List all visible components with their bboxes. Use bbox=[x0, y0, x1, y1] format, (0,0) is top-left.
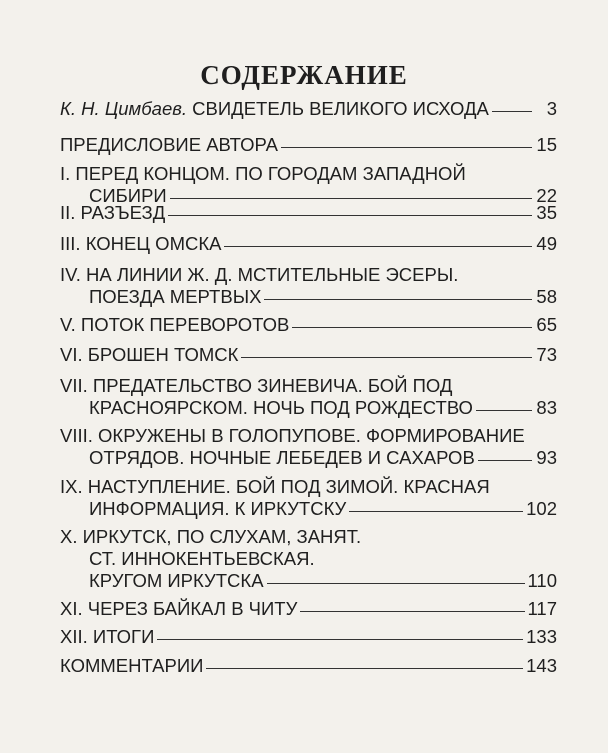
toc-entry-text: ПРЕДИСЛОВИЕ АВТОРА bbox=[60, 134, 278, 155]
toc-entry-line bbox=[60, 526, 557, 548]
toc-entry-label bbox=[60, 526, 361, 548]
toc-entry-label bbox=[60, 134, 278, 156]
toc-page-number: 22 bbox=[536, 185, 557, 206]
toc-entry-label bbox=[89, 286, 261, 308]
toc-entry-line bbox=[60, 548, 557, 570]
toc-entry bbox=[60, 425, 557, 469]
leader-line bbox=[206, 668, 523, 669]
toc-entry-text: III. КОНЕЦ ОМСКА bbox=[60, 233, 222, 254]
toc-entry bbox=[60, 375, 557, 419]
toc-page-number: 93 bbox=[536, 447, 557, 468]
leader-line bbox=[267, 583, 525, 584]
toc-entry-label bbox=[60, 314, 289, 336]
leader-line bbox=[300, 611, 524, 612]
toc-page-number: 102 bbox=[526, 498, 557, 519]
toc-page-number: 117 bbox=[527, 598, 557, 619]
toc-entry-label bbox=[60, 264, 458, 286]
toc-entry-line bbox=[60, 655, 557, 677]
leader-line bbox=[241, 357, 532, 358]
toc-entry bbox=[60, 655, 557, 677]
toc-entry-line bbox=[60, 344, 557, 366]
toc-entry bbox=[60, 264, 557, 308]
toc-entry bbox=[60, 626, 557, 648]
leader-line bbox=[476, 410, 532, 411]
toc-entry-label bbox=[60, 233, 221, 255]
toc-entry-label bbox=[89, 548, 315, 570]
toc-entry-text: СИБИРИ bbox=[89, 185, 167, 206]
toc-entry-label bbox=[60, 98, 489, 120]
toc-entry-label bbox=[60, 476, 490, 498]
toc-page-number: 15 bbox=[536, 134, 557, 155]
toc-entry-text: XI. ЧЕРЕЗ БАЙКАЛ В ЧИТУ bbox=[60, 598, 298, 619]
toc-entry-text: ОТРЯДОВ. НОЧНЫЕ ЛЕБЕДЕВ И САХАРОВ bbox=[89, 447, 475, 468]
toc-entry-label bbox=[89, 447, 475, 469]
toc-entry-line bbox=[60, 264, 557, 286]
toc-entry-line bbox=[60, 375, 557, 397]
toc-entry bbox=[60, 314, 557, 336]
leader-line bbox=[478, 460, 532, 461]
toc-entry-line bbox=[60, 98, 557, 120]
toc-page-number: 3 bbox=[546, 98, 557, 119]
leader-line bbox=[281, 147, 532, 148]
toc-entry-line bbox=[60, 134, 557, 156]
toc-entry-label bbox=[60, 626, 154, 648]
leader-line bbox=[157, 639, 523, 640]
toc-page-number: 49 bbox=[536, 233, 557, 254]
toc-entry-text: VII. ПРЕДАТЕЛЬСТВО ЗИНЕВИЧА. БОЙ ПОД bbox=[60, 375, 453, 396]
toc-entry bbox=[60, 202, 557, 224]
toc-entry-text: СВИДЕТЕЛЬ ВЕЛИКОГО ИСХОДА bbox=[192, 98, 489, 119]
toc-entry-line bbox=[60, 476, 557, 498]
toc-entry-label bbox=[60, 344, 238, 366]
toc-entry-label bbox=[60, 655, 203, 677]
toc-entry-author: К. Н. Цимбаев. bbox=[60, 98, 188, 119]
toc-entry-line bbox=[60, 626, 557, 648]
toc-page-number: 110 bbox=[527, 570, 557, 591]
toc-entry-line bbox=[60, 397, 557, 419]
leader-line bbox=[170, 198, 532, 199]
toc-entry-line bbox=[60, 498, 557, 520]
toc-page-number: 35 bbox=[536, 202, 557, 223]
toc-entry-line bbox=[60, 447, 557, 469]
leader-line bbox=[224, 246, 532, 247]
toc-entry bbox=[60, 526, 557, 592]
toc-entry-text: IV. НА ЛИНИИ Ж. Д. МСТИТЕЛЬНЫЕ ЭСЕРЫ. bbox=[60, 264, 459, 285]
toc-entry-text: VI. БРОШЕН ТОМСК bbox=[60, 344, 239, 365]
toc-entry-label bbox=[89, 397, 473, 419]
leader-line bbox=[264, 299, 532, 300]
toc-page-number: 133 bbox=[526, 626, 557, 647]
toc-entry-label bbox=[60, 163, 466, 185]
toc-entry-line bbox=[60, 202, 557, 224]
toc-entry-line bbox=[60, 598, 557, 620]
toc-entry-text: СТ. ИННОКЕНТЬЕВСКАЯ. bbox=[89, 548, 315, 569]
toc-entry-text: VIII. ОКРУЖЕНЫ В ГОЛОПУПОВЕ. ФОРМИРОВАНИЕ bbox=[60, 425, 525, 446]
toc-entry bbox=[60, 134, 557, 156]
toc-entry-text: II. РАЗЪЕЗД bbox=[60, 202, 166, 223]
toc-page-number: 58 bbox=[536, 286, 557, 307]
toc-entry-line bbox=[60, 314, 557, 336]
page-title: СОДЕРЖАНИЕ bbox=[200, 60, 408, 90]
toc-entry bbox=[60, 233, 557, 255]
toc-entry-line bbox=[60, 233, 557, 255]
leader-line bbox=[492, 111, 532, 112]
toc-entry-label bbox=[89, 498, 346, 520]
toc-entry bbox=[60, 98, 557, 120]
toc-entry-text: ИНФОРМАЦИЯ. К ИРКУТСКУ bbox=[89, 498, 347, 519]
toc-entry-text: XII. ИТОГИ bbox=[60, 626, 155, 647]
toc-entry-line bbox=[60, 286, 557, 308]
toc-entry bbox=[60, 598, 557, 620]
toc-page-number: 83 bbox=[536, 397, 557, 418]
toc-entry-text: КРУГОМ ИРКУТСКА bbox=[89, 570, 264, 591]
toc-entry bbox=[60, 344, 557, 366]
toc-entry bbox=[60, 476, 557, 520]
toc-entry-text: V. ПОТОК ПЕРЕВОРОТОВ bbox=[60, 314, 290, 335]
toc-page-number: 143 bbox=[526, 655, 557, 676]
toc-entry-text: КОММЕНТАРИИ bbox=[60, 655, 204, 676]
toc-entry-text: КРАСНОЯРСКОМ. НОЧЬ ПОД РОЖДЕСТВО bbox=[89, 397, 473, 418]
toc-entry-line bbox=[60, 163, 557, 185]
toc-entry-text: X. ИРКУТСК, ПО СЛУХАМ, ЗАНЯТ. bbox=[60, 526, 362, 547]
toc-entry-text: I. ПЕРЕД КОНЦОМ. ПО ГОРОДАМ ЗАПАДНОЙ bbox=[60, 163, 466, 184]
leader-line bbox=[349, 511, 523, 512]
toc-entry-text: ПОЕЗДА МЕРТВЫХ bbox=[89, 286, 262, 307]
toc-entry bbox=[60, 163, 557, 207]
leader-line bbox=[292, 327, 532, 328]
toc-entry-line bbox=[60, 570, 557, 592]
toc-entry-line bbox=[60, 425, 557, 447]
toc-page-number: 65 bbox=[536, 314, 557, 335]
toc-entry-label bbox=[60, 202, 165, 224]
toc-page-number: 73 bbox=[536, 344, 557, 365]
toc-entry-label bbox=[60, 375, 452, 397]
toc-entry-label bbox=[60, 425, 525, 447]
leader-line bbox=[168, 215, 532, 216]
toc-entry-label bbox=[89, 570, 264, 592]
toc-entry-label bbox=[60, 598, 297, 620]
toc-entry-text: IX. НАСТУПЛЕНИЕ. БОЙ ПОД ЗИМОЙ. КРАСНАЯ bbox=[60, 476, 490, 497]
